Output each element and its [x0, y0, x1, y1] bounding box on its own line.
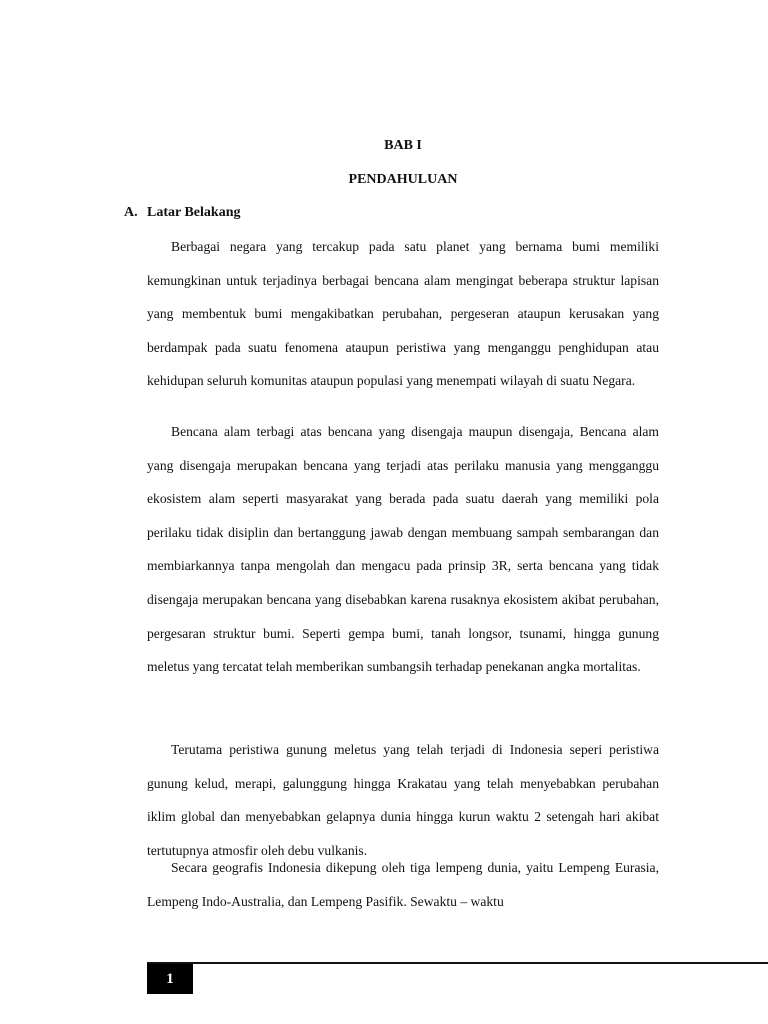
paragraph: Secara geografis Indonesia dikepung oleh tiga lempeng dunia, yaitu Lempeng Eurasia, Lempeng Indo-Australia, dan Lempeng Pasifik. Sewaktu – waktu: [147, 860, 659, 909]
footer-divider: [147, 962, 768, 964]
paragraph: Berbagai negara yang tercakup pada satu planet yang bernama bumi memiliki kemungkinan untuk terjadinya berbagai bencana alam mengingat beberapa struktur lapisan yang membentuk bumi mengakibatkan perubahan, pergeseran ataupun kerusakan yang berdampak pada suatu fenomena ataupun peristiwa yang menganggu penghidupan atau kehidupan seluruh komunitas ataupun populasi yang menempati wilayah di suatu Negara.: [147, 239, 659, 389]
paragraph: Bencana alam terbagi atas bencana yang disengaja maupun disengaja, Bencana alam yang disengaja merupakan bencana yang terjadi atas perilaku manusia yang mengganggu ekosistem alam seperti masyarakat yang berada pada suatu daerah yang memiliki pola perilaku tidak disiplin dan bertanggung jawab dengan membuang sampah sembarangan dan membiarkannya tanpa mengolah dan mengacu pada prinsip 3R, serta bencana yang tidak disengaja merupakan bencana yang disebabkan karena rusaknya ekosistem akibat perubahan, pergesaran struktur bumi. Seperti gempa bumi, tanah longsor, tsunami, hingga gunung meletus yang tercatat telah memberikan sumbangsih terhadap penekanan angka mortalitas.: [147, 424, 659, 675]
section-title: Latar Belakang: [147, 205, 241, 220]
section-number: A.: [124, 205, 138, 220]
section-heading: [124, 205, 240, 221]
page-number-badge: 1: [147, 964, 193, 994]
chapter-heading: BAB I: [384, 138, 422, 153]
paragraph: Terutama peristiwa gunung meletus yang telah terjadi di Indonesia seperi peristiwa gunung kelud, merapi, galunggung hingga Krakatau yang telah menyebabkan perubahan iklim global dan menyebabkan gelapnya dunia hingga kurun waktu 2 setengah hari akibat tertutupnya atmosfir oleh debu vulkanis.: [147, 742, 659, 858]
chapter-title: PENDAHULUAN: [348, 172, 458, 187]
